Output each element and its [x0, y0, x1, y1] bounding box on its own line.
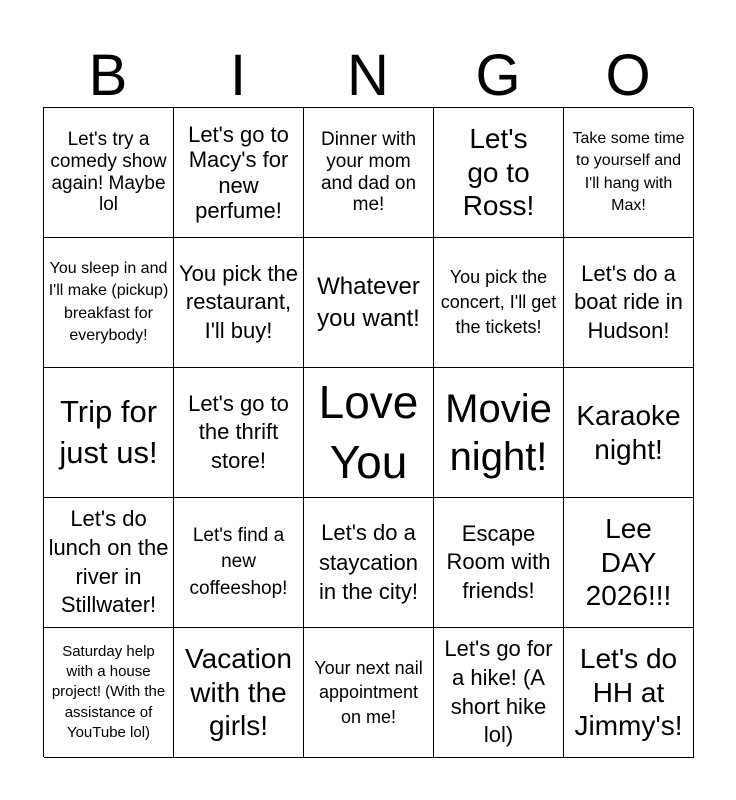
header-letter-o: O	[605, 43, 651, 108]
bingo-cell-g5[interactable]	[434, 628, 564, 758]
bingo-cell-n2[interactable]	[304, 238, 434, 368]
bingo-cell-o2[interactable]	[564, 238, 694, 368]
cell-text: Let's do a staycation in the city!	[318, 519, 419, 605]
bingo-cell-b2[interactable]	[44, 238, 174, 368]
bingo-cell-b5[interactable]	[44, 628, 174, 758]
bingo-cell-b1[interactable]	[44, 108, 174, 238]
cell-text: You pick the concert, I'll get the tickets!	[440, 266, 557, 338]
cell-text: Take some time to yourself and I'll hang with Max!	[572, 129, 685, 214]
cell-text: Karaoke night!	[576, 399, 681, 465]
bingo-cell-i4[interactable]	[174, 498, 304, 628]
bingo-cell-i3[interactable]	[174, 368, 304, 498]
bingo-cell-i2[interactable]	[174, 238, 304, 368]
cell-text: Let's find a new coffeeshop!	[189, 524, 288, 599]
bingo-cell-o3[interactable]	[564, 368, 694, 498]
bingo-cell-g1[interactable]	[434, 108, 564, 238]
bingo-cell-n3-free[interactable]	[304, 368, 434, 498]
header-letter-i: I	[229, 43, 247, 108]
header-letter-b: B	[88, 43, 128, 108]
cell-text: Let's do HH at Jimmy's!	[574, 643, 683, 742]
cell-text: Love You	[318, 375, 419, 488]
cell-text: Let's go to Ross!	[462, 123, 535, 222]
bingo-cell-b3[interactable]	[44, 368, 174, 498]
bingo-cell-g3[interactable]	[434, 368, 564, 498]
cell-text: Let's do a boat ride in Hudson!	[574, 260, 683, 343]
cell-text: You sleep in and I'll make (pickup) breakfast for everybody!	[48, 259, 169, 344]
bingo-cell-i5[interactable]	[174, 628, 304, 758]
cell-text: Dinner with your mom and dad on me!	[320, 128, 417, 216]
bingo-cell-o1[interactable]	[564, 108, 694, 238]
bingo-cell-b4[interactable]	[44, 498, 174, 628]
cell-text: You pick the restaurant, I'll buy!	[178, 260, 299, 343]
bingo-cell-i1[interactable]	[174, 108, 304, 238]
bingo-cell-g2[interactable]	[434, 238, 564, 368]
cell-text: Escape Room with friends!	[446, 520, 551, 603]
header-letter-n: N	[347, 43, 389, 108]
cell-text: Let's do lunch on the river in Stillwater!	[48, 506, 169, 618]
cell-text: Trip for just us!	[59, 394, 158, 470]
bingo-cell-n5[interactable]	[304, 628, 434, 758]
cell-text: Movie night!	[445, 386, 552, 479]
bingo-grid	[43, 107, 693, 757]
bingo-cell-g4[interactable]	[434, 498, 564, 628]
cell-text: Whatever you want!	[317, 273, 420, 332]
bingo-header	[43, 44, 693, 108]
cell-text: Vacation with the girls!	[185, 643, 292, 742]
cell-text: Lee DAY 2026!!!	[585, 513, 672, 612]
cell-text: Your next nail appointment on me!	[314, 658, 423, 727]
bingo-cell-o5[interactable]	[564, 628, 694, 758]
cell-text: Let's try a comedy show again! Maybe lol	[50, 128, 167, 216]
bingo-cell-n4[interactable]	[304, 498, 434, 628]
cell-text: Saturday help with a house project! (With the assistance of YouTube lol)	[51, 642, 166, 741]
header-letter-g: G	[475, 43, 521, 108]
cell-text: Let's go for a hike! (A short hike lol)	[444, 636, 553, 748]
cell-text: Let's go to Macy's for new perfume!	[188, 121, 289, 223]
bingo-cell-n1[interactable]	[304, 108, 434, 238]
bingo-cell-o4[interactable]	[564, 498, 694, 628]
cell-text: Let's go to the thrift store!	[188, 390, 289, 473]
